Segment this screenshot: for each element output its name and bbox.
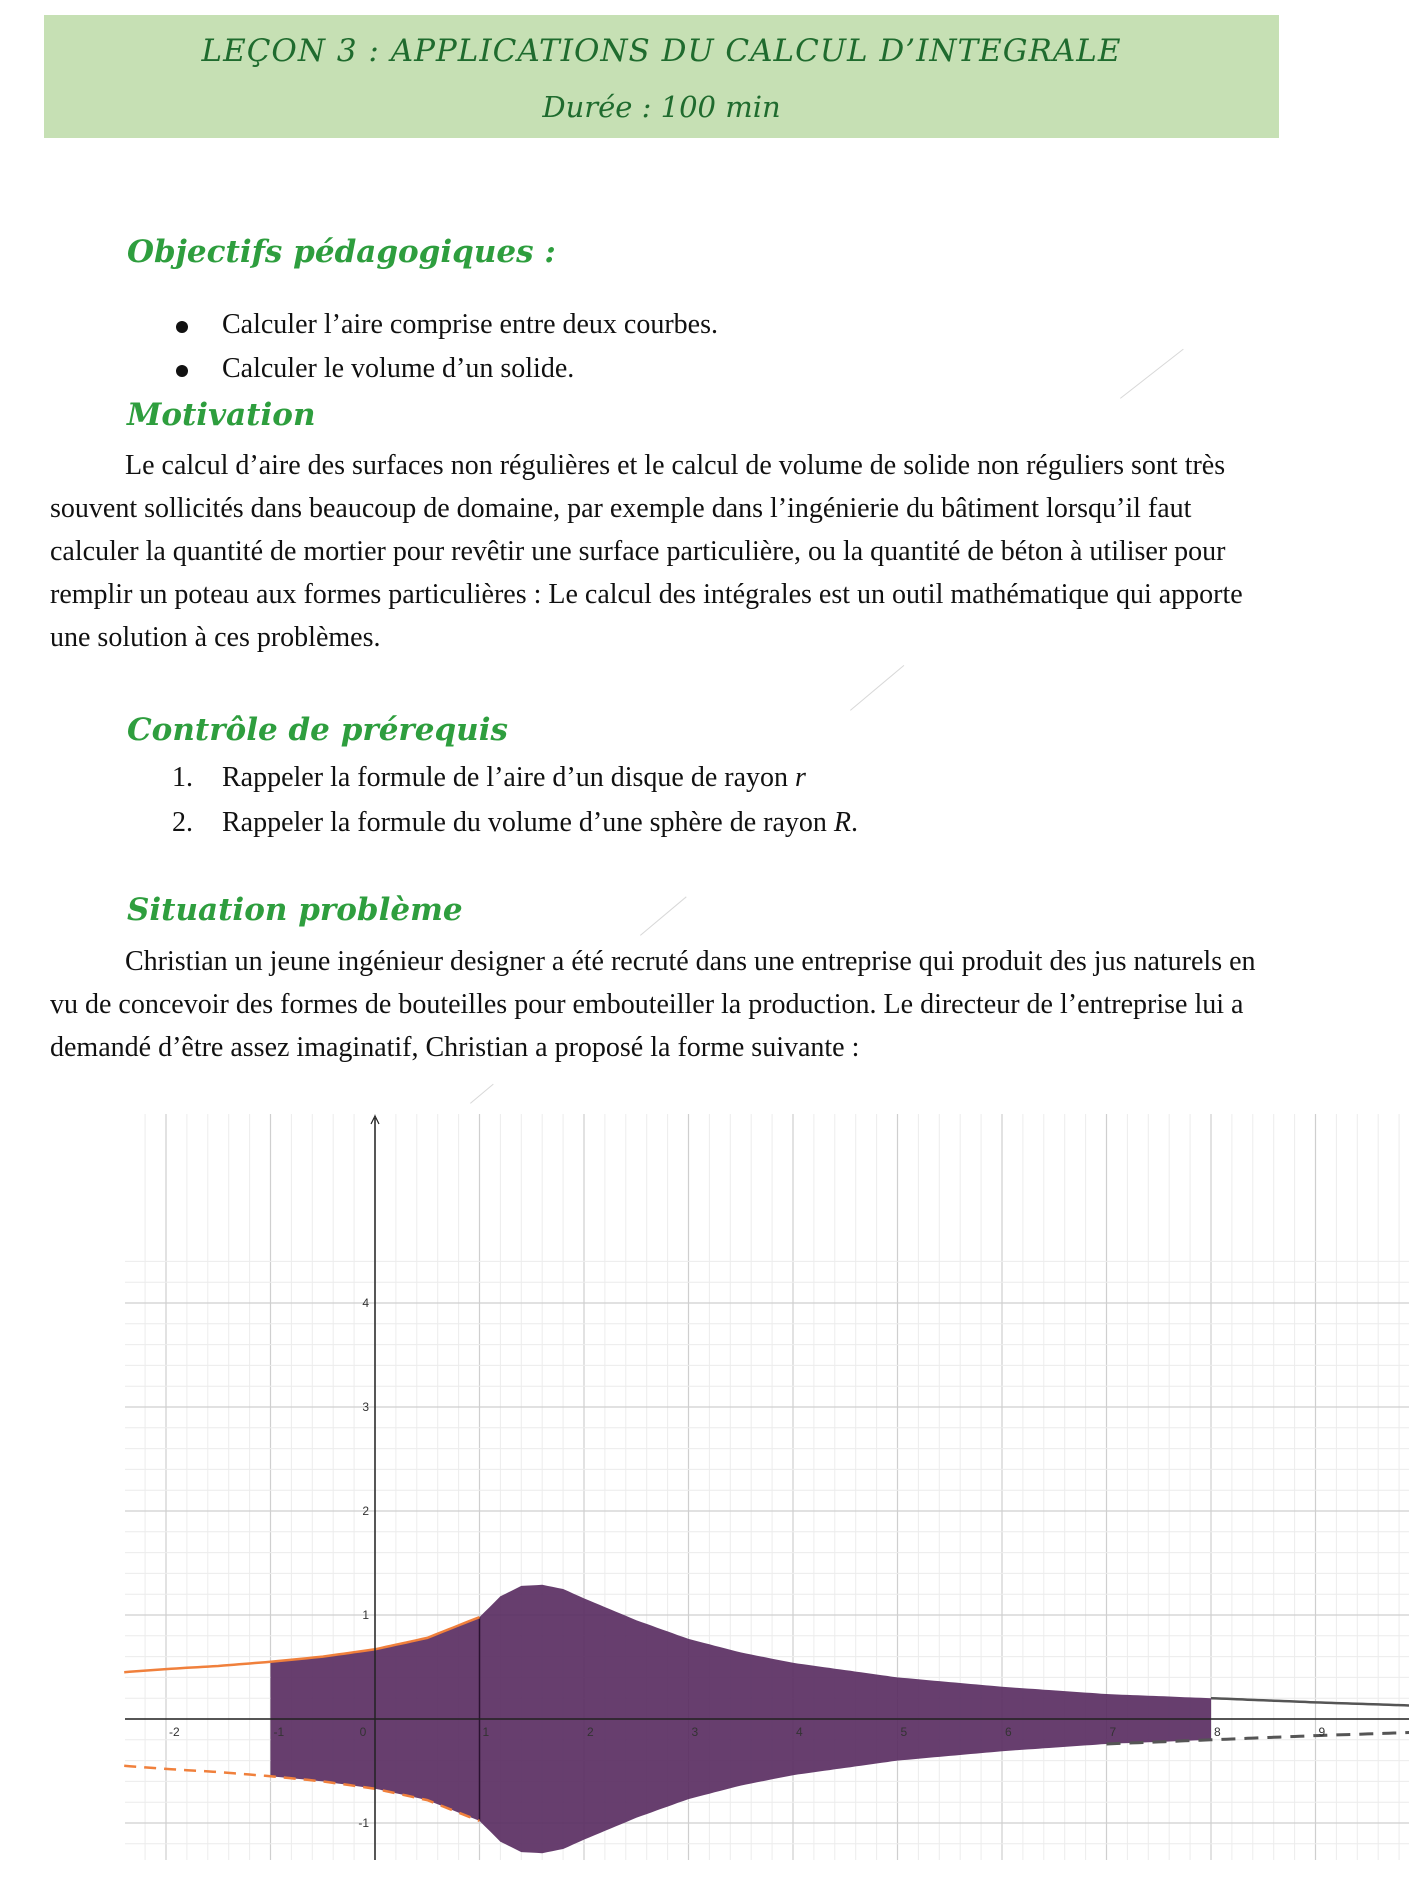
x-tick-label: 6: [1005, 1725, 1012, 1739]
motivation-heading: Motivation: [127, 397, 316, 433]
upper-curve-right: [1211, 1698, 1409, 1706]
lesson-banner: [44, 15, 1279, 138]
x-tick-label: 8: [1214, 1725, 1221, 1739]
y-tick-label: 4: [362, 1296, 369, 1310]
prerequisite-item: Rappeler la formule de l’aire d’un disque de rayon r: [222, 762, 806, 793]
y-tick-label: 1: [362, 1608, 369, 1622]
prerequisite-number: 1.: [172, 762, 193, 793]
prerequisites-heading: Contrôle de prérequis: [127, 712, 508, 748]
objectives-heading: Objectifs pédagogiques :: [127, 234, 556, 270]
prerequisite-number: 2.: [172, 807, 193, 838]
scan-streak: [640, 896, 687, 935]
bullet-icon: [176, 321, 188, 333]
y-tick-label: -1: [358, 1816, 369, 1830]
bullet-icon: [176, 365, 188, 377]
x-tick-label: 7: [1109, 1725, 1117, 1739]
motivation-paragraph: [50, 444, 1280, 659]
x-tick-label: 1: [482, 1725, 490, 1739]
x-tick-label: 3: [691, 1725, 699, 1739]
situation-paragraph: [50, 940, 1280, 1069]
x-tick-label: 9: [1318, 1725, 1326, 1739]
bottle-profile-graph: [0, 1108, 1409, 1870]
scan-streak: [470, 1084, 494, 1104]
x-tick-label: 0: [359, 1725, 367, 1739]
lesson-duration: Durée : 100 min: [542, 90, 781, 124]
prerequisite-item: Rappeler la formule du volume d’une sphère de rayon R.: [222, 807, 859, 838]
y-tick-label: 2: [362, 1504, 369, 1518]
situation-heading: Situation problème: [127, 892, 463, 928]
scan-streak: [850, 665, 904, 711]
situation-text: Christian un jeune ingénieur designer a été recruté dans une entreprise qui produit des jus naturels en vu de concevoir des formes de bouteilles pour embouteiller la production. Le directeur de l’entreprise lui a demandé d’être assez imaginatif, Christian a proposé la forme suivante :: [50, 946, 1256, 1063]
lesson-title: LEÇON 3 : APPLICATIONS DU CALCUL D’INTEGRALE: [201, 33, 1122, 69]
x-tick-label: 2: [587, 1725, 594, 1739]
objective-item: Calculer le volume d’un solide.: [222, 353, 575, 384]
scan-streak: [1120, 349, 1184, 399]
motivation-text: Le calcul d’aire des surfaces non régulières et le calcul de volume de solide non réguliers sont très souvent sollicités dans beaucoup de domaine, par exemple dans l’ingénierie du bâtiment lorsqu’il faut calculer la quantité de mortier pour revêtir une surface particulière, ou la quantité de béton à utiliser pour remplir un poteau aux formes particulières : Le calcul des intégrales est un outil mathématique qui apporte une solution à ces problèmes.: [50, 450, 1243, 653]
x-tick-label: -2: [169, 1725, 180, 1739]
x-tick-label: 4: [796, 1725, 803, 1739]
y-tick-label: 3: [362, 1400, 369, 1414]
x-tick-label: -1: [273, 1725, 285, 1739]
x-tick-label: 5: [900, 1725, 908, 1739]
objective-item: Calculer l’aire comprise entre deux courbes.: [222, 309, 719, 340]
